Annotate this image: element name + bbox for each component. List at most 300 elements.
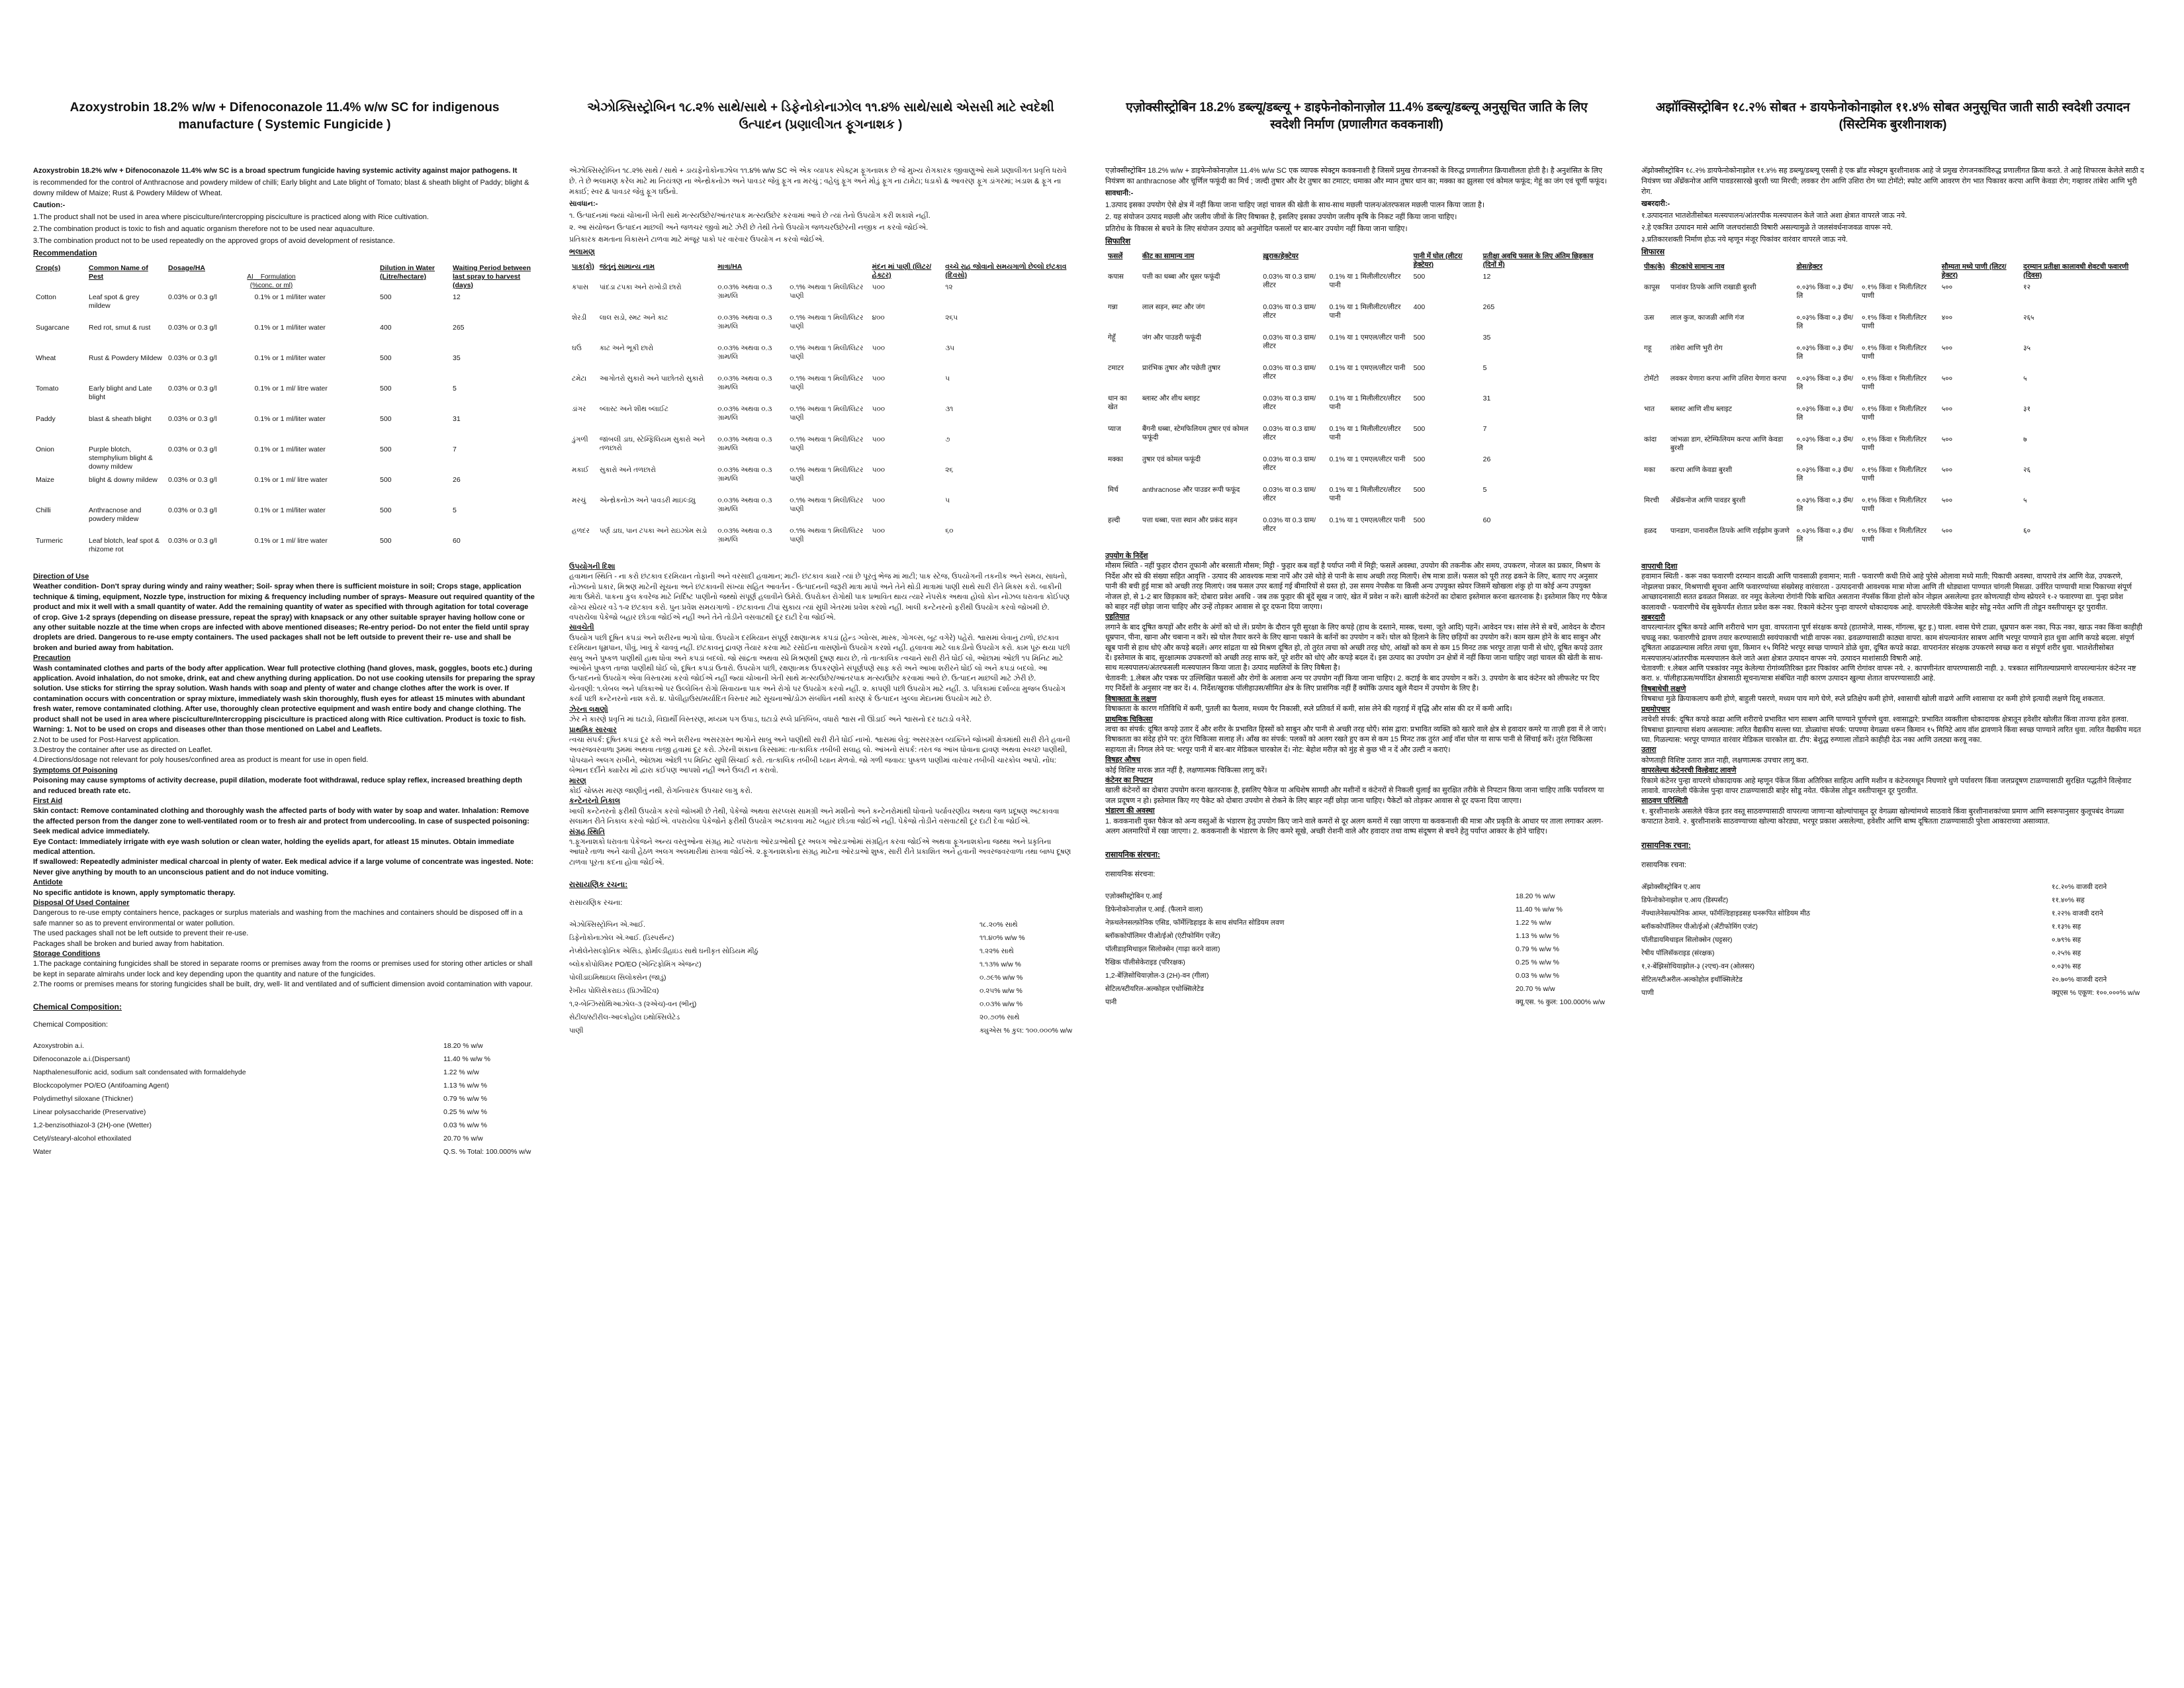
table-cell: 0.1% or 1 ml/ litre water [254,385,328,393]
table-cell: Turmeric [36,537,64,545]
table-cell: 35 [1482,334,1491,342]
ingredient-value: ०.०३% सह [2052,962,2081,970]
table-cell: હળદર [572,527,590,535]
col-header: फसलें [1108,252,1123,260]
ingredient-value: 11.40 % w/w % [443,1055,491,1063]
caution-item: २.हे एकत्रित उत्पादन मासे आणि जलचरांसाठी विषारी असल्यामुळे ते जलसंवर्धनाजवळ वापरू नये. [1641,224,1893,232]
table-cell: મરચું [572,496,586,504]
table-cell: 5 [1482,364,1487,372]
table-cell: Sugarcane [36,324,69,332]
table-cell: लाल कुज, काजळी आणि गंज [1670,314,1745,322]
table-cell: ૫૦૦ [872,466,886,474]
page-title: Azoxystrobin 18.2% w/w + Difenoconazole 11.4% w/w SC for indigenous manufacture ( Systemic Fungicide ) [69,101,500,132]
composition-row [1641,907,2144,920]
ingredient-name: Blockcopolymer PO/EO (Antifoaming Agent) [33,1081,169,1090]
table-cell: 500 [380,445,392,453]
recommendation-table [1641,261,2144,555]
table-cell: ब्लास्ट और शीथ ब्लाइट [1142,395,1201,402]
table-cell: 0.03% या 0.3 ग्राम/लीटर [1263,395,1316,411]
table-cell: 0.03% or 0.3 g/l [168,476,217,484]
directions-section: Direction of Use Weather condition- Don't spray during windy and rainy weather; Soil- spray when there is sufficient moisture in soil; Crops stage, application technique & timing, equipment, Nozzle type, instruction for mixing & frequency including number of sprays- Measure out required quantity of the product and mix it well with a small quantity of water. Add the remaining quantity of water as specified with through agitation for total coverage of crop. Give 1-2 sprays (depending on disease pressure, repeat the spray) with knapsack or any other suitable sprayer having hollow cone or any other suitable nozzle at the time when crops are infected with above mentioned diseases; Re-entry period- Do not enter the field until spray droplets are dried. Dangerous to re-use empty containers. The used packages shall not be left outside to prevent their re- use and shall be broken and buried away from habitation. Precaution Wash contaminated clothes and parts of the body after application. Wear full protective clothing (hand gloves, mask, goggles, boots etc.) during application. Avoid inhalation, do not smoke, drink, eat and chew anything during application. Do not use cooking utensils for preparing the spray solution. Use sticks for stirring the spray solution. Wash hands with soap and plenty of water and change clothes after the work is over. If contamination occurs with concentration or spray mixture, immediately wash skin thoroughly, flush eyes for atleast 15 minutes with abundant fresh water, remove contaminated clothing. After use, thoroughly clean protective equipment and wash entire body and change clothing. The product shall not be used in area where pisciculture/Intercropping pisciculture is practiced along with Rice cultivation. Product is toxic to fish. Warning: 1. Not to be used on crops and diseases other than those mentioned on Label and Leaflets. 2.Not to be used for Post-Harvest application. 3.Destroy the container after use as directed on Leaflet. 4.Directions/dosage not relevant for poly houses/confined area as product is meant for use in open field. Symptoms Of Poisoning Poisoning may cause symptoms of activity decrease, pupil dilation, moderate foot withdrawal, reduce splay reflex, increased breathing depth and reduced breath rate etc. First Aid Skin contact: Remove contaminated clothing and thoroughly wash the affected parts of body with water by soap and water. Inhalation: Remove the affected person from the danger zone to well-ventilated room or to fresh air and protect from undercooling. In case of suspected poisoning: Seek medical advice immediately. Eye Contact: Immediately irrigate with eye wash solution or clean water, holding the eyelids apart, for atleast 15 minutes. Obtain immediate medical attention. If swallowed: Repeatedly administer medical charcoal in plenty of water. Eek medical advice if a large volume of concentrate was ingested. Note: Never give anything by mouth to an unconscious patient and do not induce vomiting. Antidote No specific antidote is known, apply symptomatic therapy. Disposal Of Used Container Dangerous to re-use empty containers hence, packages or surplus materials and washing from the machines and containers should be disposed off in a safe manner so as to prevent environmental or water pollution. The used packages shall not be left outside to prevent their re-use. Packages shall be broken and buried away from habitation. Storage Conditions 1.The package containing fungicides shall be stored in separate rooms or premises away from the rooms or premises used for storing other articles or shall be kept in separate almirahs under lock and key depending upon the quantity and nature of the fungicides. 2.The rooms or premises means for storing fungicides shall be built, dry, well- lit and ventilated and of sufficient dimension avoid contamination with vapour. [33,573,535,989]
table-cell: ०.१% किंवा १ मिली/लिटर पाणी [1862,496,1927,513]
page-title-marathi: अझॉक्सिस्ट्रोबिन १८.२% सोबत + डायफेनोकोनाझोल ११.४% सोबत अनुसूचित जाती साठी स्वदेशी उत्पादन (सिस्टेमिक बुरशीनाशक) [1655,101,2130,132]
table-cell: टोमॅटो [1644,375,1659,383]
table-cell: पत्ती का धब्बा और धूसर फफूंदी [1142,273,1220,281]
table-cell: लवकर येणारा करपा आणि उशिरा येणारा करपा [1670,375,1787,383]
composition-row [569,971,1072,984]
caution-item: ૧. ઉત્પાદનમાં જ્યાં ચોખાની ખેતી સાથે મત્સ્યઉછેર/આંતરપાક મત્સ્યઉછેર કરવામાં આવે છે ત્યાં તેનો ઉપયોગ કરી શકાશે નહીં. [569,212,931,220]
composition-row [33,1079,536,1092]
table-cell: 0.03% या 0.3 ग्राम/लीटर [1263,455,1316,472]
table-row [569,494,1072,525]
table-cell: ३५ [2023,344,2031,352]
ingredient-name: રેખીય પોલિસેકરાઇડ (પ્રિઝર્વેટિવ) [569,987,659,996]
table-cell: 400 [380,324,392,332]
col-header: पानी में घोल (लीटर/हेक्टेयर) [1413,252,1463,269]
table-cell: 0.1% या 1 एमएल/लीटर पानी [1329,516,1406,524]
table-cell: ५ [2023,496,2027,504]
table-cell: 0.1% या 1 एमएल/लीटर पानी [1329,455,1406,463]
table-cell: 400 [1413,303,1426,311]
caution-item: 3.The combination product not to be used repeatedly on the approved grops of avoid development of resistance. [33,237,395,245]
table-cell: 0.1% या 1 मिलीलीटर/लीटर पानी [1329,486,1401,502]
composition-row [1105,903,1608,916]
composition-row [569,931,1072,945]
table-cell: 0.03% or 0.3 g/l [168,293,217,301]
table-cell: Paddy [36,415,56,423]
ingredient-value: ११.४०% सह [2052,896,2085,904]
table-cell: 12 [1482,273,1491,281]
table-row [33,291,536,322]
col-header: प्रतीक्षा अवधि फसल के लिए अंतिम छिड़काव (दिनों में) [1482,252,1594,269]
col-header: कीट का सामान्य नाम [1142,252,1195,260]
ingredient-value: ક્યુએસ % કુલ: ૧૦૦.૦૦૦% w/w [979,1027,1072,1035]
table-row [1641,312,2144,342]
table-cell: ૦.૦૩% અથવા ૦.૩ ગ્રામ/લિ [717,496,772,513]
ingredient-name: બ્લોકકોપોલિમર PO/EO (એન્ટિફોમિંગ એજન્ટ) [569,961,702,969]
table-cell: 500 [380,476,392,484]
table-cell: २६ [2023,466,2031,474]
table-cell: 26 [1482,455,1491,463]
table-cell: प्रारंभिक तुषार और पछेती तुषार [1142,364,1220,372]
table-cell: ૦.૦૩% અથવા ૦.૩ ગ્રામ/લિ [717,314,772,330]
table-cell: ०.०३% किंवा ०.३ ग्रॅम/लि [1796,314,1854,330]
ingredient-name: नॅफ्थालेनेसल्फोनिक आम्ल, फॉर्मल्डिहाइडसह घनरूपित सोडियम मीठ [1641,909,1810,917]
table-cell: Leaf spot & grey mildew [89,293,140,310]
table-cell: 500 [380,415,392,423]
table-cell: 500 [1413,516,1426,524]
table-cell: 0.1% या 1 मिलीलीटर/लीटर पानी [1329,303,1401,320]
table-cell: १२ [2023,283,2031,291]
table-cell: ૨૬ [945,466,954,474]
table-cell: गहू [1644,344,1652,352]
table-row [1641,281,2144,312]
intro-text: एज़ोक्सीस्ट्रोबिन 18.2% w/w + डाइफेनोकोनाज़ोल 11.4% w/w SC एक व्यापक स्पेक्ट्रम कवकनाशी है जिसमें प्रमुख रोगजनकों के विरुद्ध प्रणालीगत क्रियाशीलता होती है। है अनुशंसित के लिए नियंत्रण का anthracnose और चूर्णिल फफूंदी का मिर्च ; जल्दी तुषार और देर तुषार का टमाटर; धमाका और म्यान तुषार धान का; मक्का का झुलसा एवं कोमल फफूंद; गेहूं का जंग एवं चूर्णी फफूंद। [1105,167,1607,185]
table-row [569,281,1072,312]
table-cell: Cotton [36,293,56,301]
ingredient-value: 0.79 % w/w % [1516,945,1559,954]
table-cell: પાંદડા ટપકા અને રાખોડી છારો [599,283,682,291]
table-cell: तुषार एवं कोमल फफूंदी [1142,455,1201,463]
table-cell: 500 [1413,273,1426,281]
ingredient-name: १,२-बेंझिसोथियाझोल-३ (२एच)-वन (ओलसर) [1641,962,1754,970]
table-cell: ०.०३% किंवा ०.३ ग्रॅम/लि [1796,466,1854,483]
table-cell: ०.०३% किंवा ०.३ ग्रॅम/लि [1796,344,1854,361]
recommendation-heading: Recommendation [33,250,97,258]
table-cell: ४०० [1941,314,1953,322]
ingredient-name: अ‍ॅझोक्सीस्ट्रोबिन ए.आय [1641,882,1701,891]
table-cell: पानांवर ठिपके आणि राखाडी बुरशी [1670,283,1756,291]
table-row [33,535,536,565]
table-cell: 31 [1482,395,1491,402]
ingredient-name: એઝોક્સિસ્ટ્રોબિન એ.આઈ. [569,921,646,929]
ingredient-value: 20.70 % w/w [443,1134,483,1143]
composition-row [1641,920,2144,933]
table-cell: 500 [380,385,392,393]
table-row [569,373,1072,403]
table-cell: ડુંગળી [572,436,588,444]
page-title-hindi: एज़ोक्सीस्ट्रोबिन 18.2% डब्ल्यू/डब्ल्यू + डाइफेनोकोनाज़ोल 11.4% डब्ल्यू/डब्ल्यू अनुसूचित जाति के लिए स्वदेशी निर्माण (प्रणालीगत कवकनाशी) [1126,101,1588,132]
table-cell: 0.03% या 0.3 ग्राम/लीटर [1263,273,1316,289]
composition-row [1105,943,1608,956]
english-column [33,99,536,1675]
ingredient-name: डिफेनोकोनाज़ोल ए.आई. (फैलाने वाला) [1105,906,1203,914]
directions-section: वापराची दिशा हवामान स्थिती - करू नका फवारणी दरम्यान वादळी आणि पावसाळी हवामान; माती - फवारणी कधी तिथे आहे पुरेसे ओलावा मध्ये माती; पिकाची अवस्था, वापराचे तंत्र आणि वेळ, उपकरणे, नोझलचा प्रकार, मिश्रणाची सूचना आणि फवारण्यांच्या संख्येसह वारंवारता - उत्पादनाची आवश्यक मात्रा मोजा आणि ती थोड्याशा पाण्यात चांगली मिसळा. उर्वरित पाण्याची मात्रा पिकाच्या संपूर्ण आच्छादनासाठी सतत ढवळत मिसळा. वर नमूद केलेल्या रोगांनी पिके बाधित असताना नॅपसॅक किंवा होलो कोन नोझल असलेल्या इतर कोणत्याही योग्य स्प्रेयरने १-२ फवारण्या द्या. पुन्हा प्रवेश कालावधी - फवारणीचे थेंब सुकेपर्यंत शेतात प्रवेश करू नका. रिकामे कंटेनर पुन्हा वापरणे धोकादायक आहे. वापरलेली पॅकेजेस बाहेर सोडू नयेत आणि ती तोडून वस्तीपासून दूर पुरावीत. खबरदारी वापरल्यानंतर दूषित कपडे आणि शरीराचे भाग धुवा. वापरताना पूर्ण संरक्षक कपडे (हातमोजे, मास्क, गॉगल्स, बूट इ.) घाला. श्वास घेणे टाळा, धूम्रपान करू नका, पिऊ नका, खाऊ नका किंवा काहीही चघळू नका. फवारणीचे द्रावण तयार करण्यासाठी स्वयंपाकाची भांडी वापरू नका. ढवळण्यासाठी काठ्या वापरा. काम संपल्यानंतर साबण आणि भरपूर पाण्याने हात धुवा आणि कपडे बदला. संपूर्ण दूषितता आढळल्यास त्वरित त्वचा धुवा, किमान १५ मिनिटे भरपूर स्वच्छ पाण्याने डोळे धुवा, दूषित कपडे काढा. वापरानंतर संरक्षक उपकरणे स्वच्छ करा व संपूर्ण शरीर धुवा. भातशेतीसोबत मत्स्यपालन/आंतरपीक मत्स्यपालन केले जाते अशा क्षेत्रात उत्पादन वापरू नये. उत्पादन माशांसाठी विषारी आहे. चेतावणी: १.लेबल आणि पत्रकांवर नमूद केलेल्या रोगांव्यतिरिक्त इतर पिकांवर आणि रोगांवर वापरू नये. २. कापणीनंतर वापरण्यासाठी नाही. ३. पत्रकात सांगितल्याप्रमाणे वापरल्यानंतर कंटेनर नष्ट करा. ४. पॉलीहाऊस/मर्यादित क्षेत्रासाठी सूचना/मात्रा संबंधित नाही कारण उत्पादन खुल्या शेतात वापरण्यासाठी आहे. विषबाधेची लक्षणे विषबाधा मुळे क्रियाकलाप कमी होणे, बाहुली पसरणे, मध्यम पाय मागे घेणे, स्प्ले प्रतिक्षेप कमी होणे, श्वासाची खोली वाढणे आणि श्वासाचा दर कमी होणे इत्यादी लक्षणे दिसू शकतात. प्रथमोपचार त्वचेशी संपर्क: दूषित कपडे काढा आणि शरीराचे प्रभावित भाग साबण आणि पाण्याने पूर्णपणे धुवा. श्वासाद्वारे: प्रभावित व्यक्तीला धोकादायक क्षेत्रातून हवेशीर खोलीत किंवा ताज्या हवेत हलवा. विषबाधा झाल्याचा संशय असल्यास: त्वरित वैद्यकीय सल्ला घ्या. डोळ्यांचा संपर्क: पापण्या वेगळ्या धरून किमान १५ मिनिटे आय वॉश द्रावणाने किंवा स्वच्छ पाण्याने त्वरित धुवा. त्वरित वैद्यकीय मदत घ्या. गिळल्यास: भरपूर पाण्यात वारंवार मेडिकल चारकोल द्या. टीप: बेशुद्ध रुग्णाला तोंडाने काहीही देऊ नका आणि उलट्या करवू नका. उतारा कोणताही विशिष्ट उतारा ज्ञात नाही, लक्षणात्मक उपचार लागू करा. वापरलेल्या कंटेनरची विल्हेवाट लावणे रिकामे कंटेनर पुन्हा वापरणे धोकादायक आहे म्हणून पॅकेज किंवा अतिरिक्त साहित्य आणि मशीन व कंटेनरमधून निघणारे धुणे पर्यावरण किंवा जलप्रदूषण टाळण्यासाठी सुरक्षित पद्धतीने विल्हेवाट लावावे. वापरलेली पॅकेजेस पुन्हा वापर टाळण्यासाठी बाहेर सोडू नयेत. पॅकेजेस तोडून वस्तीपासून दूर पुरावीत. साठवण परिस्थिती १. बुरशीनाशके असलेले पॅकेज इतर वस्तू साठवण्यासाठी वापरल्या जाणाऱ्या खोल्यांपासून दूर वेगळ्या खोल्यांमध्ये साठवावे किंवा बुरशीनाशकांच्या प्रमाण आणि स्वरूपानुसार कुलूपबंद वेगळ्या कपाटात ठेवावे. २. बुरशीनाशके साठवण्याच्या खोल्या कोरड्या, भरपूर प्रकाश असलेल्या, हवेशीर आणि बाष्प दूषितता टाळण्यासाठी पुरेशा आकाराच्या असाव्यात. [1641,563,2143,826]
table-cell: 0.03% or 0.3 g/l [168,506,217,514]
table-row [33,322,536,352]
col-header: दरम्यान प्रतीक्षा कालावधी शेवटची फवारणी (दिवस) [2023,263,2129,279]
table-cell: ०.१% किंवा १ मिली/लिटर पाणी [1862,344,1927,361]
table-row [569,464,1072,494]
table-cell: Onion [36,445,55,453]
table-row [1641,494,2144,525]
table-cell: बैंगनी धब्बा, स्टेमफिलियम तुषार एवं कोमल फफूंदी [1142,425,1249,442]
table-row [1105,514,1608,545]
table-cell: Leaf blotch, leaf spot & rhizome rot [89,537,159,553]
ingredient-name: एज़ोक्सीस्ट्रोबिन ए.आई [1105,892,1162,901]
recommendation-table [33,263,536,565]
col-header: सौम्यता मध्ये पाणी (लिटर/हेक्टर) [1941,263,2007,279]
col-header: Common Name of Pest [89,264,148,281]
table-cell: ૩૫ [945,344,955,352]
table-row [33,352,536,383]
table-cell: એન્થ્રેકનોઝ અને પાવડરી માઇલ્ડ્યુ [599,496,696,504]
table-row [569,342,1072,373]
table-cell: Rust & Powdery Mildew [89,354,162,362]
table-cell: 0.1% या 1 एमएल/लीटर पानी [1329,364,1406,372]
ingredient-value: २०.७०% वाजवी दराने [2052,975,2107,984]
table-cell: ५०० [1941,375,1953,383]
table-cell: 0.1% या 1 मिलीलीटर/लीटर पानी [1329,425,1401,442]
table-cell: कांदा [1644,436,1657,444]
table-cell: 0.1% या 1 एमएल/लीटर पानी [1329,334,1406,342]
composition-subheading: रासायनिक रचना: [1641,861,1686,869]
composition-row [569,918,1072,931]
ingredient-name: डिफेनोकोनाझोल ए.आय (डिस्पर्संट) [1641,896,1729,904]
composition-row [33,1145,536,1158]
caution-heading: Caution:- [33,201,66,209]
table-cell: कापूस [1644,283,1660,291]
table-cell: ५ [2023,375,2027,383]
table-row [569,434,1072,464]
table-cell: 31 [453,415,461,423]
caution-item: १.उत्पादनात भातशेतीसोबत मत्स्यपालन/आंतरपीक मत्स्यपालन केले जाते अशा क्षेत्रात वापरले जाऊ नये. [1641,212,1907,220]
composition-subheading: रासायनिक संरचना: [1105,870,1156,879]
table-cell: 500 [380,537,392,545]
ingredient-value: क्यूएस % एकूण: १००.०००% w/w [2052,988,2140,997]
table-cell: Tomato [36,385,59,393]
table-row [1105,362,1608,393]
table-cell: धान का खेत [1108,395,1127,411]
ingredient-value: १.२२% वाजवी दराने [2052,909,2103,917]
table-row [1105,453,1608,484]
table-cell: કપાસ [572,283,589,291]
composition-row [1641,894,2144,907]
table-cell: ૦.૧% અથવા ૧ મિલી/લિટર પાણી [790,375,864,391]
table-cell: 5 [1482,486,1487,494]
table-cell: 0.1% या 1 मिलीलीटर/लीटर पानी [1329,273,1401,289]
intro-text: એઝોક્સિસ્ટ્રોબિન ૧૮.૨% સાથે / સાથે + ડાયફેનોકોનાઝોલ ૧૧.૪% w/w SC એ એક વ્યાપક સ્પેક્ટ્રમ ફૂગનાશક છે જે મુખ્ય રોગકારક જીવાણુઓ સામે પ્રણાલીગત પ્રવૃત્તિ ધરાવે છે. તે છે ભલામણ કરેલ માટે મા નિયંત્રણ ના એન્થ્રેકનોઝ અને પાવડર જેવું ફૂગ ના મરચું ; વહેલું ફૂગ અને મોડું ફૂગ ના ટામેટા; ધડાકો & આવરણ ફૂગ ડાંગરમાં; ખડાશ & ફૂગ ના મકાઈ; સ્વર & પાવડર જેવું ફૂગ ઘઉંનો. [569,167,1067,196]
ingredient-value: Q.S. % Total: 100.000% w/w [443,1147,531,1156]
ingredient-name: Napthalenesulfonic acid, sodium salt condensated with formaldehyde [33,1068,246,1076]
ingredient-value: 11.40 % w/w % [1516,906,1563,914]
ingredient-name: પાણી [569,1027,584,1035]
composition-row [569,1024,1072,1037]
ingredient-value: 18.20 % w/w [1516,892,1555,901]
table-row [569,403,1072,434]
ingredient-value: 18.20 % w/w [443,1041,483,1050]
ingredient-name: सेटिल/स्टीयरिल-अल्कोहल एथोक्सिलेटेड [1105,985,1204,994]
table-cell: 265 [1482,303,1495,311]
table-row [1105,393,1608,423]
table-cell: ૩૧ [945,405,954,413]
col-header: पीक(के) [1644,263,1665,271]
table-row [1105,332,1608,362]
col-header: Dilution in Water (Litre/hectare) [380,264,435,281]
table-cell: 5 [453,385,457,393]
composition-row [33,1039,536,1053]
directions-section: ઉપયોગની દિશા હવામાન સ્થિતિ - ના કરો છંટકાવ દરમિયાન તોફાની અને વરસાદી હવામાન; માટી- છંટકાવ ક્યારે ત્યાં છે પૂરતું ભેજ માં માટી; પાક સ્ટેજ, ઉપયોગની તકનીક અને સમય, સાધનો, નોઝલનો પ્રકાર, મિશ્રણ માટેની સૂચના અને છંટકાવની સંખ્યા સહિત આવર્તન - ઉત્પાદનની જરૂરી માત્રા માપો અને તેને થોડી માત્રામાં પાણી સાથે સારી રીતે મિક્સ કરો. બાકીની માત્રા ઉમેરો. પાકના કુલ કવરેજ માટે નિર્દિષ્ટ પાણીનો જથ્થો સંપૂર્ણ હલાવીને ઉમેરો. ઉપરોક્ત રોગોથી પાક પ્રભાવિત થાય ત્યારે નેપસેક અથવા હોલો કોન નોઝલ ધરાવતા કોઈપણ યોગ્ય સ્પ્રેયર વડે ૧-૨ છંટકાવ કરો. પુનઃપ્રવેશ સમયગાળો - છંટકાવના ટીપાં સુકાય ત્યાં સુધી ખેતરમાં પ્રવેશ કરશો નહીં. ખાલી કન્ટેનરનો ફરીથી ઉપયોગ કરવો જોખમી છે. વપરાયેલા પેકેજો બહાર છોડવા જોઈએ નહીં અને તેને તોડીને વસવાટથી દૂર દાટી દેવા જોઈએ. સાવચેતી ઉપયોગ પછી દૂષિત કપડાં અને શરીરના ભાગો ધોવા. ઉપયોગ દરમિયાન સંપૂર્ણ રક્ષણાત્મક કપડાં (હેન્ડ ગ્લોવ્સ, માસ્ક, ગોગલ્સ, બૂટ વગેરે) પહેરો. શ્વાસમાં લેવાનું ટાળો, છંટકાવ દરમિયાન ધૂમ્રપાન, પીવું, ખાવું કે ચાવવું નહીં. છંટકાવનું દ્રાવણ તૈયાર કરવા માટે રસોઈના વાસણોનો ઉપયોગ કરશો નહીં. હલાવવા માટે લાકડીનો ઉપયોગ કરો. કામ પૂરું થયા પછી સાબુ અને પુષ્કળ પાણીથી હાથ ધોવા અને કપડાં બદલો. જો સાંદ્રતા અથવા સ્પ્રે મિશ્રણથી દૂષણ થાય છે, તો તાત્કાલિક ત્વચાને સારી રીતે ધોઈ લો, ઓછામાં ઓછી ૧૫ મિનિટ માટે આંખોને પુષ્કળ તાજા પાણીથી ધોઈ લો, દૂષિત કપડાં ઉતારો. ઉપયોગ પછી, રક્ષણાત્મક ઉપકરણોને સંપૂર્ણપણે સાફ કરો અને આખા શરીરને ધોઈ લો અને કપડાં બદલો. આ ઉત્પાદનનો ઉપયોગ એવા વિસ્તારમાં કરવો જોઈએ નહીં જ્યાં ચોખાની ખેતી સાથે મત્સ્યઉછેર/આંતરપાક મત્સ્યઉછેર કરવામાં આવે છે. ઉત્પાદન માછલી માટે ઝેરી છે. ચેતવણી: ૧.લેબલ અને પત્રિકાઓ પર ઉલ્લેખિત રોગો સિવાયના પાક અને રોગો પર ઉપયોગ કરવો નહીં. ૨. કાપણી પછી ઉપયોગ માટે નહીં. ૩. પત્રિકામાં દર્શાવ્યા મુજબ ઉપયોગ કર્યા પછી કન્ટેનરનો નાશ કરો. ૪. પોલીહાઉસ/મર્યાદિત વિસ્તાર માટે સૂચનાઓ/ડોઝ સંબંધિત નથી કારણ કે ઉત્પાદન ખુલ્લા મેદાનમાં ઉપયોગ માટે છે. ઝેરના લક્ષણો ઝેર ને કારણે પ્રવૃત્તિ માં ઘટાડો, વિદ્યાર્થી વિસ્તરણ, મધ્યમ પગ ઉપાડ, ઘટાડો સ્પ્લે પ્રતિબિંબ, વધારો શ્વાસ ની ઊંડાઈ અને શ્વાસનો દર ઘટાડો વગેરે. પ્રાથમિક સારવાર ત્વચા સંપર્ક: દૂષિત કપડાં દૂર કરો અને શરીરના અસરગ્રસ્ત ભાગોને સાબુ અને પાણીથી સારી રીતે ધોઈ નાખો. શ્વાસમાં લેવું: અસરગ્રસ્ત વ્યક્તિને જોખમી ક્ષેત્રમાંથી સારી રીતે હવાની અવરજવરવાળા રૂમમાં અથવા તાજી હવામાં દૂર કરો. ઝેરની શંકાના કિસ્સામાં: તાત્કાલિક તબીબી સલાહ લો. આંખનો સંપર્ક: તરત જ આંખ ધોવાના દ્રાવણ અથવા સ્વચ્છ પાણીથી, પોપચાને અલગ રાખીને, ઓછામાં ઓછી ૧૫ મિનિટ સુધી સિંચાઈ કરો. તાત્કાલિક તબીબી ધ્યાન મેળવો. જો ગળી જવાય: પુષ્કળ પાણીમાં વારંવાર તબીબી ચારકોલ આપો. નોંધ: બેભાન દર્દીને ક્યારેય મોં દ્વારા કંઈપણ આપશો નહીં અને ઉલટી ન કરાવો. મારણ કોઈ ચોક્કસ મારણ જાણીતું નથી, રોગનિવારક ઉપચાર લાગુ કરો. કન્ટેનરનો નિકાલ ખાલી કન્ટેનરનો ફરીથી ઉપયોગ કરવો જોખમી છે તેથી, પેકેજો અથવા સરપ્લસ સામગ્રી અને મશીનો અને કન્ટેનરોમાંથી ધોવાનો પર્યાવરણીય અથવા જળ પ્રદૂષણ અટકાવવા સલામત રીતે નિકાલ કરવો જોઈએ. વપરાયેલા પેકેજોને ફરીથી ઉપયોગ અટકાવવા માટે બહાર છોડવા જોઈએ નહીં. પેકેજો તોડીને વસવાટથી દૂર દાટી દેવા જોઈએ. સંગ્રહ સ્થિતિ ૧.ફૂગનાશકો ધરાવતા પેકેજને અન્ય વસ્તુઓના સંગ્રહ માટે વપરાતા ઓરડાઓથી દૂર અલગ ઓરડાઓમાં સંગ્રહિત કરવા જોઈએ અથવા ફૂગનાશકોના જથ્થા અને પ્રકૃતિના આધારે તાળા અને ચાવી હેઠળ અલગ અલમારીમાં રાખવા જોઈએ. ૨.ફૂગનાશકોના સંગ્રહ માટેના ઓરડાઓ શુષ્ક, સારી રીતે પ્રકાશિત અને હવાની અવરજવરવાળા તથા બાષ્પ દૂષણ ટાળવા પૂરતા કદના હોવા જોઈએ. [569,563,1071,867]
table-cell: मका [1644,466,1656,474]
ingredient-value: 0.25 % w/w % [1516,959,1559,967]
hindi-column [1105,99,1608,1675]
caution-heading: सावधानी:- [1105,189,1134,197]
table-cell: બ્લાસ્ટ અને શીથ બ્લાઈટ [599,405,669,413]
table-row [1105,301,1608,332]
table-row [1105,423,1608,453]
table-cell: Red rot, smut & rust [89,324,151,332]
table-row [1641,403,2144,434]
table-cell: ०.०३% किंवा ०.३ ग्रॅम/लि [1796,405,1854,422]
table-cell: 500 [1413,455,1426,463]
table-cell: 0.1% or 1 ml/liter water [254,293,326,301]
table-cell: 0.03% or 0.3 g/l [168,537,217,545]
ingredient-value: ૦.૨૫% w/w % [979,987,1023,996]
table-cell: जांभळा डाग, स्टेम्फिलियम करपा आणि केवडा बुरशी [1670,436,1784,452]
composition-heading: रासायनिक संरचना: [1105,850,1160,860]
table-cell: 60 [1482,516,1491,524]
ingredient-name: ૧,૨-બેન્ઝિસોથિઆઝોલ-૩ (૨એચ)-વન (ભીનું) [569,1000,697,1009]
ingredient-value: १.१३% सह [2052,922,2081,931]
ingredient-value: ०.७९% सह [2052,935,2081,944]
composition-table [33,1039,536,1158]
table-row [1641,434,2144,464]
composition-table [569,918,1072,1037]
composition-row [1105,969,1608,982]
table-cell: ૭ [945,436,950,444]
table-cell: 0.1% या 1 मिलीलीटर/लीटर पानी [1329,395,1401,411]
table-cell: 0.03% या 0.3 ग्राम/लीटर [1263,334,1316,350]
table-cell: blast & sheath blight [89,415,152,423]
table-cell: ૫૦૦ [872,436,886,444]
table-cell: पानडाग, पानावरील ठिपके आणि राईझोम कुजणे [1670,527,1790,535]
table-cell: કાટ અને ભૂકી છારો [599,344,654,352]
recommendation-heading: ભલામણ [569,248,595,256]
table-row [569,525,1072,555]
ingredient-value: ૧.૧૩% w/w % [979,961,1021,969]
table-cell: ડાંગર [572,405,586,413]
composition-table [1105,890,1608,1009]
table-cell: ५०० [1941,496,1953,504]
table-cell: લાલ સડો, સ્મટ અને કાટ [599,314,668,322]
table-cell: blight & downy mildew [89,476,158,484]
caution-item: प्रतिरोध के विकास से बचने के लिए संयोजन उत्पाद को अनुमोदित फसलों पर बार-बार उपयोग नहीं किया जाना चाहिए। [1105,225,1408,233]
table-row [33,474,536,504]
table-cell: ૦.૧% અથવા ૧ મિલી/લિટર પાણી [790,314,864,330]
composition-row [1641,933,2144,947]
table-cell: ૫૦૦ [872,405,886,413]
ingredient-value: क्यू.एस. % कुल: 100.000% w/w [1516,998,1605,1007]
table-cell: ०.१% किंवा १ मिली/लिटर पाणी [1862,283,1927,300]
ingredient-name: पॉलीडायमिथाइल सिलोक्सेन (घट्टसर) [1641,935,1733,944]
composition-row [1105,929,1608,943]
table-cell: ૦.૦૩% અથવા ૦.૩ ગ્રામ/લિ [717,436,772,452]
table-cell: ૦.૦૩% અથવા ૦.૩ ગ્રામ/લિ [717,375,772,391]
table-cell: ૦.૦૩% અથવા ૦.૩ ગ્રામ/લિ [717,405,772,422]
table-cell: जंग और पाउडरी फफूंदी [1142,334,1201,342]
ingredient-name: 1,2-बेंज़िसोथियाज़ोल-3 (2H)-वन (गीला) [1105,972,1209,980]
table-cell: 500 [380,293,392,301]
marathi-column [1641,99,2144,1675]
composition-row [1105,956,1608,969]
composition-subheading: Chemical Composition: [33,1020,109,1029]
composition-row [33,1119,536,1132]
col-header: डोस/हेक्टर [1796,263,1823,271]
table-cell: ७ [2023,436,2027,444]
col-header: कीटकांचे सामान्य नाव [1670,263,1725,271]
table-cell: ૫૦૦ [872,283,886,291]
composition-row [569,1011,1072,1024]
ingredient-name: ब्लॉककोपॉलिमर पीओ/ईओ (अँटीफोमिंग एजंट) [1641,922,1758,931]
table-cell: મકાઈ [572,466,589,474]
table-cell: भात [1644,405,1655,413]
caution-item: 2. यह संयोजन उत्पाद मछली और जलीय जीवों के लिए विषाक्त है, इसलिए इसका उपयोग जलीय कृषि के निकट नहीं किया जाना चाहिए। [1105,213,1457,221]
table-cell: Wheat [36,354,56,362]
caution-heading: સાવધાન:- [569,200,598,208]
ingredient-name: Azoxystrobin a.i. [33,1041,85,1050]
table-cell: ५०० [1941,344,1953,352]
col-header: માત્રા/HA [717,263,743,271]
caution-item: 1.उत्पाद इसका उपयोग ऐसे क्षेत्र में नहीं किया जाना चाहिए जहां चावल की खेती के साथ-साथ मछली पालन/अंतरफसल मछली पालन किया जाता है। [1105,201,1484,209]
table-cell: 7 [1482,425,1487,433]
caution-heading: खबरदारी:- [1641,200,1670,208]
composition-row [33,1132,536,1145]
ingredient-value: १८.२०% वाजवी दराने [2052,882,2107,891]
table-cell: हल्दी [1108,516,1120,524]
table-cell: 0.03% or 0.3 g/l [168,385,217,393]
table-row [33,413,536,444]
table-cell: ०.०३% किंवा ०.३ ग्रॅम/लि [1796,436,1854,452]
table-cell: 0.1% or 1 ml/ litre water [254,537,328,545]
directions-section: उपयोग के निर्देश मौसम स्थिति - नहीं फुहार दौरान तूफानी और बरसाती मौसम; मिट्टी - फुहार कब वहाँ है पर्याप्त नमी में मिट्टी; फसलें अवस्था, उपयोग की तकनीक और समय, उपकरण, नोजल का प्रकार, मिश्रण के निर्देश और स्प्रे की संख्या सहित आवृत्ति - उत्पाद की आवश्यक मात्रा नापें और उसे थोड़े से पानी के साथ अच्छी तरह मिलाएँ। शेष मात्रा डालें। फसल को पूरी तरह ढकने के लिए, बताए गए अनुसार पानी की बची हुई मात्रा को अच्छी तरह मिलाएं। जब फसल उपर बताई गई बीमारियों से ग्रस्त हो, उस समय नेपसैक या किसी अन्य उपयुक्त स्प्रेयर जिसमें खोखला शंकु हो या कोई अन्य उपयुक्त नोजल हो, से 1-2 बार छिड़काव करें; दोबारा प्रवेश अवधि - जब तक फुहार की बूंदें सूख न जाएं, खेत में प्रवेश न करें। खाली कंटेनरों का दोबारा इस्तेमाल करना खतरनाक है। इस्तेमाल किए गए पैकेज को बाहर नहीं छोड़ा जाना चाहिए और उन्हें तोड़कर आवास से दूर दफना दिया जाएगा। एहतियात लगाने के बाद दूषित कपड़ों और शरीर के अंगों को धो लें। प्रयोग के दौरान पूरी सुरक्षा के लिए कपड़े (हाथ के दस्ताने, मास्क, चश्मा, जूते आदि) पहनें। आवेदन पत्र। सांस लेने से बचें, आवेदन के दौरान धूम्रपान, पीना, खाना और चबाना न करें। स्प्रे घोल तैयार करने के लिए खाना पकाने के बर्तनों का उपयोग न करें। घोल को हिलाने के लिए छड़ियों का उपयोग करें। काम खत्म होने के बाद साबुन और खूब पानी से हाथ धोएं और कपड़े बदलें। अगर सांद्रता या स्प्रे मिश्रण दूषित हो, तो तुरंत त्वचा को अच्छी तरह धोएं, आंखों को कम से कम 15 मिनट तक भरपूर ताज़ा पानी से धोएं, दूषित कपड़े उतार दें। इस्तेमाल के बाद, सुरक्षात्मक उपकरणों को अच्छी तरह साफ करें, पूरे शरीर को धोएं और कपड़े बदल दें। इस उत्पाद का उपयोग उन क्षेत्रों में नहीं किया जाना चाहिए जहां चावल की खेती के साथ-साथ मत्स्यपालन/अंतरफसली मत्स्यपालन किया जाता है। उत्पाद मछलियों के लिए विषैला है। चेतावनी: 1.लेबल और पत्रक पर उल्लिखित फसलों और रोगों के अलावा अन्य पर उपयोग नहीं किया जाना चाहिए। 2. कटाई के बाद उपयोग न करें। 3. उपयोग के बाद कंटेनर को लीफलेट पर दिए गए निर्देशों के अनुसार नष्ट कर दें। 4. निर्देश/खुराक पॉलीहाउस/सीमित क्षेत्र के लिए प्रासंगिक नहीं हैं क्योंकि उत्पाद खुले मैदान में उपयोग के लिए है। विषाक्तता के लक्षण विषाक्तता के कारण गतिविधि में कमी, पुतली का फैलाव, मध्यम पैर निकासी, स्प्ले प्रतिवर्त में कमी, सांस लेने की गहराई में वृद्धि और सांस की दर में कमी आदि। प्राथमिक चिकित्सा त्वचा का संपर्क: दूषित कपड़े उतार दें और शरीर के प्रभावित हिस्सों को साबुन और पानी से अच्छी तरह धोएँ। सांस द्वारा: प्रभावित व्यक्ति को खतरे वाले क्षेत्र से हवादार कमरे या ताज़ी हवा में ले जाएं। विषाक्तता का संदेह होने पर: तुरंत चिकित्सा सलाह लें। आँख का संपर्क: पलकों को अलग रखते हुए कम से कम 15 मिनट तक तुरंत आई वॉश घोल या साफ पानी से सिंचाई करें। तुरंत चिकित्सा सहायता लें। निगल लेने पर: भरपूर पानी में बार-बार मेडिकल चारकोल दें। नोट: बेहोश मरीज़ को मुंह से कुछ भी न दें और उल्टी न कराएं। विषहर औषध कोई विशिष्ट मारक ज्ञात नहीं है, लक्षणात्मक चिकित्सा लागू करें। कंटेनर का निपटान खाली कंटेनरों का दोबारा उपयोग करना खतरनाक है, इसलिए पैकेज या अधिशेष सामग्री और मशीनों व कंटेनरों से निकली धुलाई का सुरक्षित तरीके से निपटान किया जाना चाहिए ताकि पर्यावरण या जल प्रदूषण न हो। इस्तेमाल किए गए पैकेट को दोबारा उपयोग से रोकने के लिए बाहर नहीं छोड़ा जाना चाहिए। पैकेटों को तोड़कर आवास से दूर दफना दिया जाएगा। भंडारण की अवस्था 1. कवकनाशी युक्त पैकेज को अन्य वस्तुओं के भंडारण हेतु उपयोग किए जाने वाले कमरों से दूर अलग कमरों में रखा जाएगा या कवकनाशी की मात्रा और प्रकृति के आधार पर ताला लगाकर अलग-अलग अलमारियों में रखा जाएगा। 2. कवकनाशी के भंडारण के लिए कमरे सूखे, अच्छी रोशनी वाले और हवादार तथा वाष्प संदूषण से बचने हेतु पर्याप्त आकार के होने चाहिए। [1105,552,1608,835]
ingredient-value: ૧૧.૪૦% w/w % [979,934,1025,943]
intro-text: Azoxystrobin 18.2% w/w + Difenoconazole 11.4% w/w SC is a broad spectrum fungicide having systemic activity against major pathogens. It [33,167,518,175]
ingredient-value: 0.25 % w/w % [443,1107,487,1116]
table-cell: मिरची [1644,496,1659,504]
ingredient-name: रेषीय पॉलिसॅकराइड (संरक्षक) [1641,949,1715,957]
caution-item: પ્રતિકારક ક્ષમતાના વિકાસને ટાળવા માટે મંજૂર પાકો પર વારંવાર ઉપયોગ ન કરવો જોઈએ. [569,236,825,244]
table-cell: 12 [453,293,461,301]
table-cell: 0.1% or 1 ml/liter water [254,445,326,453]
table-cell: ૨૬૫ [945,314,958,322]
table-row [33,383,536,413]
table-cell: ૦.૧% અથવા ૧ મિલી/લિટર પાણી [790,496,864,513]
table-cell: ०.१% किंवा १ मिली/लिटर पाणी [1862,314,1927,330]
ingredient-value: 1.22 % w/w [1516,919,1551,927]
ingredient-name: નેપ્થેલેનેસલ્ફોનિક એસિડ, ફોર્માલ્ડીહાઇડ સાથે ઘનીકૃત સોડિયમ મીઠું [569,947,758,956]
table-row [569,312,1072,342]
caution-item: 1.The product shall not be used in area where pisciculture/intercropping pisciculture is practiced along with Rice cultivation. [33,213,429,221]
table-cell: ૧૨ [945,283,953,291]
recommendation-table [1105,251,1608,545]
ingredient-value: 20.70 % w/w [1516,985,1555,994]
col-header: Waiting Period between last spray to harvest (days) [453,264,531,289]
col-header: Dosage/HA AI Formulation (%conc. or ml) [168,264,296,289]
table-cell: 0.1% or 1 ml/liter water [254,324,326,332]
table-cell: 7 [453,445,457,453]
ingredient-name: પોલીડાઇમિથાઇલ સિલોક્સેન (જાડું) [569,974,666,982]
table-cell: 500 [1413,486,1426,494]
col-header: Crop(s) [36,264,61,272]
col-header: મંદન માં પાણી (લિટર/હેક્ટર) [872,263,932,279]
table-cell: गन्ना [1108,303,1118,311]
table-cell: 500 [1413,425,1426,433]
ingredient-name: Polydimethyl siloxane (Thickner) [33,1094,134,1103]
table-cell: ०.०३% किंवा ०.३ ग्रॅम/लि [1796,375,1854,391]
ingredient-name: Linear polysaccharide (Preservative) [33,1107,146,1116]
table-cell: ०.०३% किंवा ०.३ ग्रॅम/लि [1796,283,1854,300]
table-cell: मक्का [1108,455,1123,463]
composition-heading: Chemical Composition: [33,1002,122,1011]
ingredient-value: 0.03 % w/w % [1516,972,1559,980]
table-cell: ૦.૧% અથવા ૧ મિલી/લિટર પાણી [790,405,864,422]
table-cell: तांबेरा आणि भुरी रोग [1670,344,1723,352]
table-cell: Maize [36,476,55,484]
composition-subheading: રાસાયણિક રચના: [569,899,623,908]
ingredient-value: ૨૦.૭૦% સાથે [979,1013,1020,1022]
table-cell: २६५ [2023,314,2034,322]
table-cell: 500 [1413,364,1426,372]
table-cell: ૫ [945,496,950,504]
composition-row [569,984,1072,998]
ingredient-name: नेफ़थलेनसल्फ़ोनिक एसिड, फॉर्मेल्डिहाइड के साथ संघनित सोडियम लवण [1105,919,1285,927]
composition-row [569,945,1072,958]
table-cell: 0.03% या 0.3 ग्राम/लीटर [1263,364,1316,381]
table-row [33,444,536,474]
table-cell: ०.१% किंवा १ मिली/लिटर पाणी [1862,405,1927,422]
table-cell: ૫૦૦ [872,344,886,352]
table-cell: ૦.૧% અથવા ૧ મિલી/લિટર પાણી [790,436,864,452]
